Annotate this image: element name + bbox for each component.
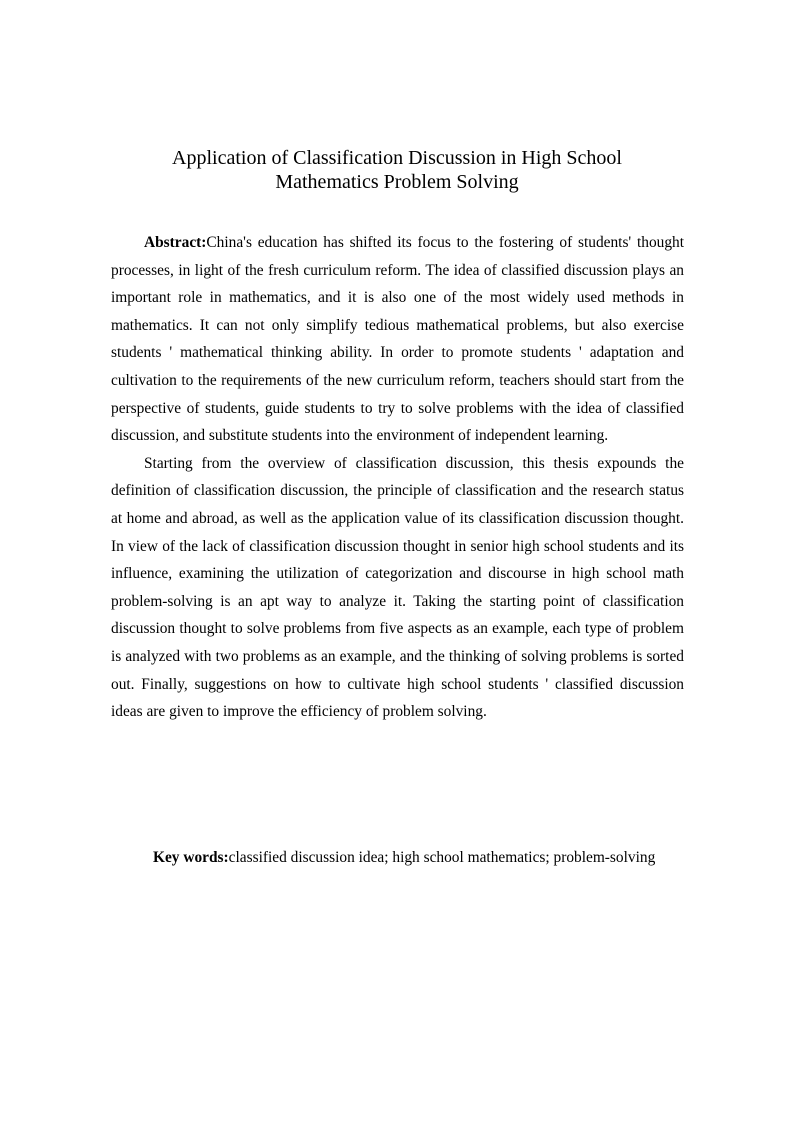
keywords-line — [153, 846, 655, 870]
title-line-1: Application of Classification Discussion in High School — [172, 147, 622, 169]
abstract-paragraph-2: Starting from the overview of classification discussion, this thesis expounds the definition of classification discussion, the principle of classification and the research status at home and abroad, as well as the application value of its classification discussion thought. In view of the lack of classification discussion thought in senior high school students and its influence, examining the utilization of categorization and discourse in high school math problem-solving is an apt way to analyze it. Taking the starting point of classification discussion thought to solve problems from five aspects as an example, each type of problem is analyzed with two problems as an example, and the thinking of solving problems is sorted out. Finally, suggestions on how to cultivate high school students ' classified discussion ideas are given to improve the efficiency of problem solving. — [111, 454, 684, 721]
abstract-paragraph-1 — [111, 229, 684, 450]
title-line-2: Mathematics Problem Solving — [275, 171, 519, 193]
abstract-label: Abstract: — [144, 234, 207, 251]
abstract-section — [111, 229, 684, 726]
document-title — [110, 146, 684, 194]
keywords-label: Key words: — [153, 849, 229, 866]
keywords-text: classified discussion idea; high school mathematics; problem-solving — [228, 849, 656, 866]
abstract-text-1: China's education has shifted its focus to the fostering of students' thought processes, in light of the fresh curriculum reform. The idea of classified discussion plays an important role in mathematics, and it is also one of the most widely used methods in mathematics. It can not only simplify tedious mathematical problems, but also exercise students ' mathematical thinking ability. In order to promote students ' adaptation and cultivation to the requirements of the new curriculum reform, teachers should start from the perspective of students, guide students to try to solve problems with the idea of classified discussion, and substitute students into the environment of independent learning. — [111, 234, 684, 445]
